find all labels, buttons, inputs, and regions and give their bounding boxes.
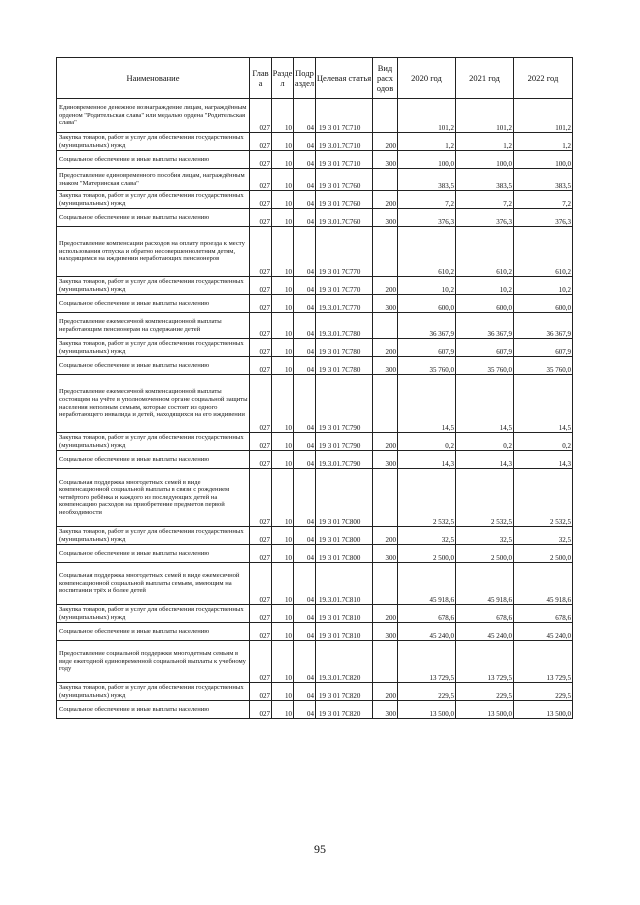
cell-2022: 0,2 [514,433,573,451]
cell-razdel: 10 [272,133,294,151]
cell-2020: 13 729,5 [398,641,456,683]
cell-razdel: 10 [272,99,294,133]
cell-glava: 027 [250,545,272,563]
table-row [57,469,573,527]
cell-podrazdel: 04 [294,527,316,545]
cell-2020: 376,3 [398,209,456,227]
cell-glava: 027 [250,169,272,191]
cell-target-article: 19 3 01 7С780 [316,339,373,357]
cell-expense-type: 200 [373,683,398,701]
cell-2020: 13 500,0 [398,701,456,719]
table-row [57,191,573,209]
cell-2021: 14,3 [456,451,514,469]
cell-2021: 45 240,0 [456,623,514,641]
cell-2022: 36 367,9 [514,313,573,339]
cell-expense-type [373,641,398,683]
cell-expense-type: 300 [373,209,398,227]
cell-2020: 14,5 [398,375,456,433]
table-row [57,375,573,433]
cell-2022: 2 500,0 [514,545,573,563]
cell-podrazdel: 04 [294,295,316,313]
cell-2022: 7,2 [514,191,573,209]
cell-name: Закупка товаров, работ и услуг для обеспечения государственных (муниципальных) нужд [57,339,250,357]
cell-name: Социальная поддержка многодетных семей в виде ежемесячной компенсационной социальной выплаты семьям, имеющим на воспитании трёх и более детей [57,563,250,605]
cell-2021: 14,5 [456,375,514,433]
cell-expense-type: 300 [373,451,398,469]
cell-target-article: 19 3 01 7С760 [316,169,373,191]
cell-podrazdel: 04 [294,151,316,169]
cell-name: Предоставление ежемесячной компенсационной выплаты состоящим на учёте в уполномоченном органе социальной защиты населения неполным семьям, которые состоят из одного неработающего инвалида и детей, находящихся на его иждивении [57,375,250,433]
cell-name: Социальное обеспечение и иные выплаты населению [57,623,250,641]
cell-glava: 027 [250,701,272,719]
cell-2020: 45 918,6 [398,563,456,605]
cell-target-article: 19 3 01 7С800 [316,527,373,545]
cell-razdel: 10 [272,433,294,451]
header-razdel: Разде л [272,58,294,99]
cell-2022: 2 532,5 [514,469,573,527]
cell-2022: 13 500,0 [514,701,573,719]
cell-target-article: 19 3 01 7С710 [316,99,373,133]
table-row [57,451,573,469]
cell-name: Социальное обеспечение и иные выплаты населению [57,701,250,719]
cell-expense-type [373,563,398,605]
cell-razdel: 10 [272,623,294,641]
cell-razdel: 10 [272,641,294,683]
cell-2022: 14,5 [514,375,573,433]
cell-razdel: 10 [272,151,294,169]
cell-expense-type: 300 [373,623,398,641]
cell-2020: 45 240,0 [398,623,456,641]
cell-glava: 027 [250,433,272,451]
cell-target-article: 19 3 01 7С760 [316,191,373,209]
table-header-row [57,58,573,99]
cell-2021: 607,9 [456,339,514,357]
cell-2021: 13 729,5 [456,641,514,683]
header-year-2021: 2021 год [456,58,514,99]
cell-2021: 2 532,5 [456,469,514,527]
cell-2020: 2 532,5 [398,469,456,527]
cell-razdel: 10 [272,191,294,209]
cell-name: Закупка товаров, работ и услуг для обеспечения государственных (муниципальных) нужд [57,133,250,151]
cell-2020: 229,5 [398,683,456,701]
cell-target-article: 19.3.01.7С810 [316,563,373,605]
cell-name: Социальное обеспечение и иные выплаты населению [57,545,250,563]
cell-glava: 027 [250,527,272,545]
table-row [57,151,573,169]
cell-glava: 027 [250,99,272,133]
table-row [57,623,573,641]
cell-target-article: 19 3 01 7С810 [316,623,373,641]
cell-2021: 600,0 [456,295,514,313]
cell-razdel: 10 [272,701,294,719]
cell-razdel: 10 [272,313,294,339]
cell-razdel: 10 [272,527,294,545]
cell-2022: 610,2 [514,227,573,277]
cell-podrazdel: 04 [294,451,316,469]
cell-razdel: 10 [272,169,294,191]
cell-name: Социальное обеспечение и иные выплаты населению [57,357,250,375]
cell-glava: 027 [250,313,272,339]
cell-target-article: 19 3 01 7С790 [316,433,373,451]
cell-2021: 36 367,9 [456,313,514,339]
table-row [57,99,573,133]
cell-glava: 027 [250,227,272,277]
cell-name: Закупка товаров, работ и услуг для обеспечения государственных (муниципальных) нужд [57,527,250,545]
cell-target-article: 19 3 01 7С790 [316,375,373,433]
table-row [57,527,573,545]
cell-name: Социальное обеспечение и иные выплаты населению [57,209,250,227]
cell-glava: 027 [250,469,272,527]
cell-2020: 7,2 [398,191,456,209]
cell-razdel: 10 [272,357,294,375]
cell-target-article: 19.3.01.7С780 [316,313,373,339]
cell-podrazdel: 04 [294,227,316,277]
table-row [57,227,573,277]
cell-podrazdel: 04 [294,99,316,133]
table-row [57,133,573,151]
table-row [57,313,573,339]
cell-podrazdel: 04 [294,375,316,433]
cell-razdel: 10 [272,277,294,295]
cell-podrazdel: 04 [294,701,316,719]
cell-name: Закупка товаров, работ и услуг для обеспечения государственных (муниципальных) нужд [57,191,250,209]
cell-2020: 1,2 [398,133,456,151]
cell-2022: 13 729,5 [514,641,573,683]
cell-name: Социальное обеспечение и иные выплаты населению [57,295,250,313]
table-row [57,701,573,719]
cell-podrazdel: 04 [294,469,316,527]
cell-2021: 32,5 [456,527,514,545]
cell-2021: 101,2 [456,99,514,133]
table-body [57,99,573,719]
cell-glava: 027 [250,209,272,227]
cell-podrazdel: 04 [294,313,316,339]
cell-2022: 229,5 [514,683,573,701]
cell-2020: 35 760,0 [398,357,456,375]
cell-2021: 45 918,6 [456,563,514,605]
cell-razdel: 10 [272,375,294,433]
cell-glava: 027 [250,563,272,605]
cell-expense-type [373,99,398,133]
cell-name: Предоставление социальной поддержки многодетным семьям в виде ежегодной единовременной социальной выплаты к учебному году [57,641,250,683]
cell-podrazdel: 04 [294,133,316,151]
cell-razdel: 10 [272,563,294,605]
cell-glava: 027 [250,375,272,433]
cell-2021: 100,0 [456,151,514,169]
cell-target-article: 19 3.01.7С710 [316,133,373,151]
cell-2020: 32,5 [398,527,456,545]
table-row [57,169,573,191]
cell-target-article: 19.3.01.7С790 [316,451,373,469]
cell-2022: 45 240,0 [514,623,573,641]
cell-razdel: 10 [272,295,294,313]
cell-expense-type: 300 [373,357,398,375]
cell-target-article: 19 3 01 7С820 [316,683,373,701]
cell-expense-type: 200 [373,191,398,209]
cell-expense-type [373,375,398,433]
cell-2021: 13 500,0 [456,701,514,719]
header-name: Наименование [57,58,250,99]
cell-razdel: 10 [272,227,294,277]
cell-target-article: 19 3 01 7С770 [316,227,373,277]
cell-podrazdel: 04 [294,545,316,563]
cell-2022: 607,9 [514,339,573,357]
cell-2022: 35 760,0 [514,357,573,375]
cell-2022: 678,6 [514,605,573,623]
table-row [57,209,573,227]
cell-2020: 100,0 [398,151,456,169]
header-podrazdel: Подр аздел [294,58,316,99]
cell-glava: 027 [250,623,272,641]
cell-name: Закупка товаров, работ и услуг для обеспечения государственных (муниципальных) нужд [57,433,250,451]
cell-2022: 101,2 [514,99,573,133]
cell-expense-type: 300 [373,151,398,169]
cell-2020: 10,2 [398,277,456,295]
cell-2020: 383,5 [398,169,456,191]
cell-expense-type [373,313,398,339]
cell-expense-type: 200 [373,433,398,451]
cell-2021: 229,5 [456,683,514,701]
cell-razdel: 10 [272,469,294,527]
cell-name: Закупка товаров, работ и услуг для обеспечения государственных (муниципальных) нужд [57,683,250,701]
table-row [57,605,573,623]
cell-2022: 10,2 [514,277,573,295]
cell-2022: 383,5 [514,169,573,191]
cell-expense-type: 200 [373,527,398,545]
cell-expense-type: 200 [373,605,398,623]
cell-glava: 027 [250,277,272,295]
cell-target-article: 19.3.01.7С820 [316,641,373,683]
cell-target-article: 19 3 01 7С770 [316,277,373,295]
header-year-2020: 2020 год [398,58,456,99]
cell-name: Социальное обеспечение и иные выплаты населению [57,451,250,469]
cell-2020: 600,0 [398,295,456,313]
cell-podrazdel: 04 [294,209,316,227]
cell-target-article: 19 3 01 7С810 [316,605,373,623]
cell-glava: 027 [250,641,272,683]
cell-podrazdel: 04 [294,641,316,683]
table-row [57,641,573,683]
cell-2021: 376,3 [456,209,514,227]
table-row [57,683,573,701]
cell-2021: 610,2 [456,227,514,277]
cell-2021: 1,2 [456,133,514,151]
cell-name: Предоставление компенсации расходов на оплату проезда к месту использования отпуска и обратно несовершеннолетним детям, находящимся на иждивении неработающих пенсионеров [57,227,250,277]
cell-2022: 14,3 [514,451,573,469]
cell-2022: 600,0 [514,295,573,313]
cell-podrazdel: 04 [294,433,316,451]
cell-glava: 027 [250,191,272,209]
cell-target-article: 19.3.01.7С770 [316,295,373,313]
header-year-2022: 2022 год [514,58,573,99]
cell-name: Закупка товаров, работ и услуг для обеспечения государственных (муниципальных) нужд [57,277,250,295]
table-row [57,339,573,357]
cell-expense-type: 200 [373,277,398,295]
cell-glava: 027 [250,683,272,701]
cell-razdel: 10 [272,451,294,469]
cell-2021: 0,2 [456,433,514,451]
cell-target-article: 19 3 01 7С710 [316,151,373,169]
cell-2021: 383,5 [456,169,514,191]
cell-2021: 7,2 [456,191,514,209]
cell-target-article: 19 3 01 7С820 [316,701,373,719]
cell-expense-type [373,469,398,527]
cell-glava: 027 [250,133,272,151]
cell-name: Социальная поддержка многодетных семей в виде компенсационной социальной выплаты в связи с рождением четвёртого ребёнка и каждого из последующих детей на компенсацию расходов на приобретение предметов первой необходимости [57,469,250,527]
cell-podrazdel: 04 [294,357,316,375]
cell-2020: 0,2 [398,433,456,451]
cell-expense-type: 300 [373,295,398,313]
cell-name: Закупка товаров, работ и услуг для обеспечения государственных (муниципальных) нужд [57,605,250,623]
table-row [57,545,573,563]
cell-razdel: 10 [272,683,294,701]
cell-expense-type [373,169,398,191]
budget-table [56,57,573,719]
cell-glava: 027 [250,339,272,357]
cell-podrazdel: 04 [294,605,316,623]
cell-2022: 32,5 [514,527,573,545]
table-row [57,433,573,451]
page-number: 95 [314,842,326,856]
cell-target-article: 19 3 01 7С780 [316,357,373,375]
cell-2022: 376,3 [514,209,573,227]
cell-razdel: 10 [272,209,294,227]
cell-name: Предоставление ежемесячной компенсационной выплаты неработающим пенсионерам на содержание детей [57,313,250,339]
cell-2020: 14,3 [398,451,456,469]
cell-2021: 35 760,0 [456,357,514,375]
cell-podrazdel: 04 [294,169,316,191]
cell-2021: 2 500,0 [456,545,514,563]
cell-expense-type: 300 [373,701,398,719]
table-row [57,277,573,295]
cell-2020: 101,2 [398,99,456,133]
cell-glava: 027 [250,605,272,623]
cell-2022: 100,0 [514,151,573,169]
cell-target-article: 19 3 01 7С800 [316,469,373,527]
cell-podrazdel: 04 [294,623,316,641]
cell-glava: 027 [250,151,272,169]
cell-expense-type [373,227,398,277]
table-row [57,295,573,313]
cell-2022: 1,2 [514,133,573,151]
header-expense-type: Вид расх одов [373,58,398,99]
cell-2020: 36 367,9 [398,313,456,339]
cell-name: Социальное обеспечение и иные выплаты населению [57,151,250,169]
cell-2020: 610,2 [398,227,456,277]
cell-razdel: 10 [272,605,294,623]
cell-2020: 2 500,0 [398,545,456,563]
table-row [57,357,573,375]
header-glava: Глав а [250,58,272,99]
table-row [57,563,573,605]
cell-podrazdel: 04 [294,277,316,295]
cell-2020: 678,6 [398,605,456,623]
cell-2020: 607,9 [398,339,456,357]
cell-podrazdel: 04 [294,339,316,357]
cell-2021: 10,2 [456,277,514,295]
cell-target-article: 19 3.01.7С760 [316,209,373,227]
cell-glava: 027 [250,357,272,375]
cell-glava: 027 [250,295,272,313]
cell-2022: 45 918,6 [514,563,573,605]
cell-expense-type: 200 [373,133,398,151]
cell-target-article: 19 3 01 7С800 [316,545,373,563]
cell-razdel: 10 [272,545,294,563]
header-target-article: Целевая статья [316,58,373,99]
cell-podrazdel: 04 [294,563,316,605]
cell-expense-type: 200 [373,339,398,357]
cell-glava: 027 [250,451,272,469]
cell-razdel: 10 [272,339,294,357]
cell-name: Единовременное денежное вознаграждение лицам, награждённым орденом "Родительская слава" или медалью ордена "Родительская слава" [57,99,250,133]
cell-expense-type: 300 [373,545,398,563]
cell-2021: 678,6 [456,605,514,623]
cell-podrazdel: 04 [294,191,316,209]
cell-podrazdel: 04 [294,683,316,701]
cell-name: Предоставление единовременного пособия лицам, награждённым знаком "Материнская слава" [57,169,250,191]
